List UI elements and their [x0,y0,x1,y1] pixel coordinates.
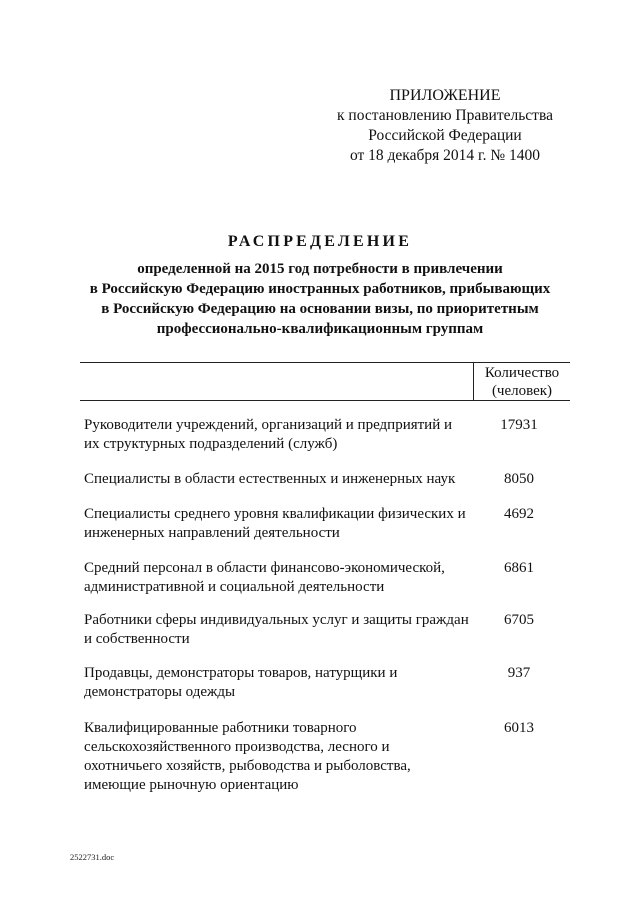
quantity-column-header [474,364,570,400]
row-value: 6013 [504,720,534,736]
row-label-line: имеющие рыночную ориентацию [84,777,299,793]
row-label [84,664,474,702]
file-name-footer: 2522731.doc [70,852,115,862]
row-label-line: их структурных подразделений (служб) [84,436,338,452]
subtitle-line-2: в Российскую Федерацию иностранных работников, прибывающих [89,281,551,297]
appendix-title: ПРИЛОЖЕНИЕ [389,87,501,104]
row-label-line: инженерных направлений деятельности [84,525,340,541]
row-label [84,611,474,649]
document-subtitle [60,259,580,339]
row-value: 6705 [504,612,534,628]
table-row [84,416,564,470]
column-header-line-1: Количество [484,365,560,381]
row-label-line: Средний персонал в области финансово-экономической, [84,560,445,576]
appendix-line-1: к постановлению Правительства [337,107,553,124]
row-value: 937 [507,665,531,681]
appendix-line-2: Российской Федерации [368,127,522,144]
row-label-line: Квалифицированные работники товарного [84,720,357,736]
document-title: РАСПРЕДЕЛЕНИЕ [227,233,413,250]
row-label [84,719,474,795]
row-label-line: демонстраторы одежды [84,684,236,700]
row-label [84,559,474,597]
row-label [84,470,474,489]
row-value: 17931 [500,417,538,433]
table-row [84,470,564,505]
subtitle-line-3: в Российскую Федерацию на основании визы, по приоритетным [101,301,539,317]
table-row [84,559,564,611]
row-label-line: охотничьего хозяйств, рыбоводства и рыболовства, [84,758,411,774]
table-header-rule [80,400,570,401]
row-label-line: Специалисты в области естественных и инженерных наук [84,471,456,487]
table-body [84,416,564,799]
row-label [84,505,474,543]
row-label-line: Специалисты среднего уровня квалификации физических и [84,506,466,522]
row-label-line: сельскохозяйственного производства, лесного и [84,739,390,755]
subtitle-line-1: определенной на 2015 год потребности в привлечении [137,261,503,277]
row-value: 8050 [504,471,534,487]
table-row [84,505,564,559]
row-label-line: Работники сферы индивидуальных услуг и защиты граждан [84,612,469,628]
appendix-line-3: от 18 декабря 2014 г. № 1400 [349,147,541,164]
appendix-block [330,86,560,166]
column-header-line-2: (человек) [491,383,553,399]
row-value: 6861 [504,560,534,576]
row-label-line: административной и социальной деятельности [84,579,385,595]
row-value: 4692 [504,506,534,522]
row-label-line: Руководители учреждений, организаций и предприятий и [84,417,453,433]
table-top-rule [80,362,570,363]
row-label-line: Продавцы, демонстраторы товаров, натурщики и [84,665,398,681]
table-row [84,611,564,664]
row-label-line: и собственности [84,631,190,647]
row-label [84,416,474,454]
table-row [84,719,564,799]
subtitle-line-4: профессионально-квалификационным группам [156,321,484,337]
table-row [84,664,564,719]
